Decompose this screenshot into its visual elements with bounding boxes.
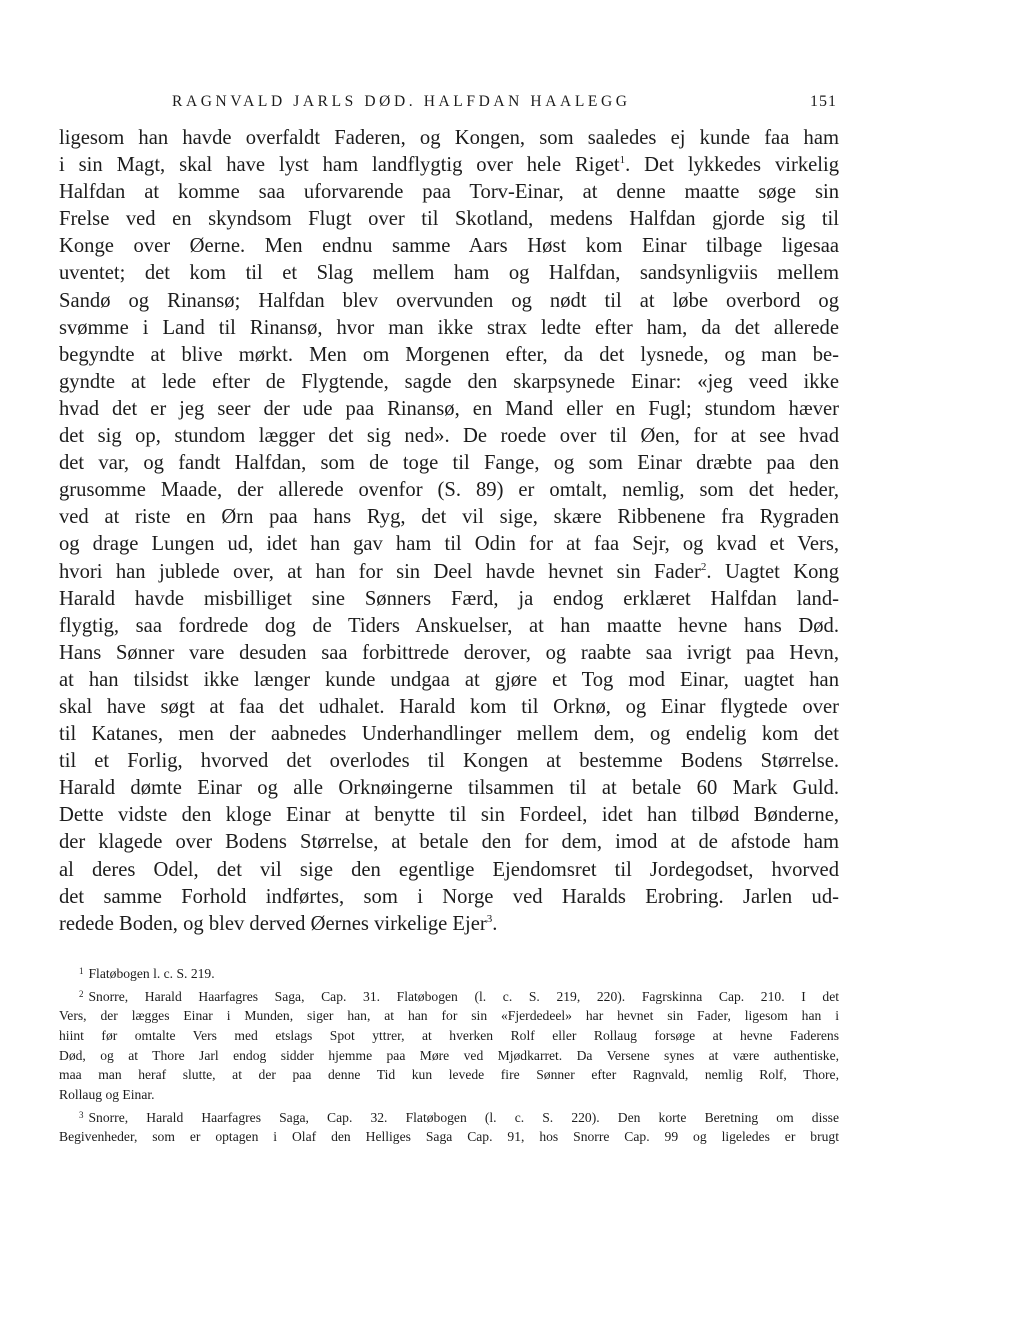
text-line: svømme i Land til Rinansø, hvor man ikke strax ledte efter ham, da det allerede — [59, 316, 839, 339]
footnote-mark: 3 — [79, 1109, 84, 1120]
footnote-mark: 1 — [79, 966, 84, 976]
footnote-line: Død, og at Thore Jarl endog sidder hjemme paa Møre ved Mjødkarret. Da Versene synes at være authentiske, — [59, 1047, 839, 1063]
footnote-3 — [59, 1106, 839, 1147]
footnote-line — [59, 962, 839, 984]
text-line: uventet; det kom til et Slag mellem ham og Halfdan, sandsynligviis mellem — [59, 262, 839, 285]
text-line: det samme Forhold indførtes, som i Norge ved Haralds Erobring. Jarlen ud- — [59, 885, 839, 908]
footnote-text: Snorre, Harald Haarfagres Saga, Cap. 32. Flatøbogen (l. c. S. 220). Den korte Beretning om disse — [88, 1109, 839, 1125]
text-line: Konge over Øerne. Men endnu samme Aars Høst kom Einar tilbage ligesaa — [59, 235, 839, 258]
footnote-2 — [59, 985, 839, 1105]
text-line: begyndte at blive mørkt. Men om Morgenen efter, da det lysnede, og man be- — [59, 343, 839, 366]
text-line: Harald dømte Einar og alle Orknøingerne tilsammen til at betale 60 Mark Guld. — [59, 777, 839, 800]
footnote-line — [59, 1106, 839, 1128]
footnote-line: maa man heraf slutte, at der paa denne Tid kun levede fire Sønner efter Ragnvald, nemlig Rolf, Thore, — [59, 1067, 839, 1083]
text-line: hvad det er jeg seer der ude paa Rinansø, en Mand eller en Fugl; stundom hæver — [59, 397, 839, 420]
text-line: ved at riste en Ørn paa hans Ryg, det vil sige, skære Ribbenene fra Rygraden — [59, 506, 839, 529]
text-line: skal have søgt at faa det udhalet. Harald kom til Orknø, og Einar flygtede over — [59, 695, 839, 718]
text-line: og drage Lungen ud, idet han gav ham til Odin for at faa Sejr, og kvad et Vers, — [59, 533, 839, 556]
text-line: al deres Odel, det vil sige den egentlige Ejendomsret til Jordegodset, hvorved — [59, 858, 839, 881]
footnote-reference: 3 — [486, 912, 493, 925]
text-line: Halfdan at komme saa uforvarende paa Torv-Einar, at denne maatte søge sin — [59, 181, 839, 204]
footnote-reference: 1 — [619, 154, 626, 167]
footnote-text: Flatøbogen l. c. S. 219. — [88, 966, 215, 981]
text-line: Harald havde misbilliget sine Sønners Færd, ja endog erklæret Halfdan land- — [59, 587, 839, 610]
text-line: til et Forlig, hvorved det overlodes til Kongen at bestemme Bodens Størrelse. — [59, 750, 839, 773]
footnote-reference: 2 — [700, 560, 707, 573]
text-line: til Katanes, men der aabnedes Underhandlinger mellem dem, og endelig kom det — [59, 723, 839, 746]
text-line: det var, og fandt Halfdan, som de toge til Fange, og som Einar dræbte paa den — [59, 452, 839, 475]
footnote-mark: 2 — [79, 988, 84, 999]
text-line: gyndte at lede efter de Flygtende, sagde den skarpsynede Einar: «jeg veed ikke — [59, 370, 839, 393]
footnote-line: Vers, der lægges Einar i Munden, siger han, at han for sin «Fjerdedeel» har hevnet sin Fader, ligesom han i — [59, 1008, 839, 1024]
text-line: det sig op, stundom lægger det sig ned». De roede over til Øen, for at see hvad — [59, 425, 839, 448]
text-line: i sin Magt, skal have lyst ham landflygtig over hele Riget$^1$. Det lykkedes virkelig — [59, 154, 839, 177]
text-line: flygtig, saa fordrede dog de Tiders Anskuelser, at han maatte hevne hans Død. — [59, 614, 839, 637]
footnote-line: Rollaug og Einar. — [59, 1086, 155, 1102]
text-line: Sandø og Rinansø; Halfdan blev overvunden og nødt til at løbe overbord og — [59, 289, 839, 312]
page-header — [172, 93, 837, 117]
footnote-line — [59, 985, 839, 1007]
text-line: der klagede over Bodens Størrelse, at betale den for dem, imod at de afstode ham — [59, 831, 839, 854]
footnote-line: hiint før omtalte Vers med etslags Spot yttrer, at hverken Rolf eller Rollaug forsøge at hevne Faderens — [59, 1028, 839, 1044]
footnote-line: Begivenheder, som er optagen i Olaf den Helliges Saga Cap. 91, hos Snorre Cap. 99 og ligeledes er brugt — [59, 1129, 839, 1145]
text-line: redede Boden, og blev derved Øernes virkelige Ejer$^3$. — [59, 912, 498, 935]
text-line: Hans Sønner vare desuden saa forbittrede derover, og raabte saa ivrigt paa Hevn, — [59, 641, 839, 664]
text-line: ligesom han havde overfaldt Faderen, og Kongen, som saaledes ej kunde faa ham — [59, 127, 839, 149]
main-paragraph — [59, 125, 839, 938]
text-line: Frelse ved en skyndsom Flugt over til Skotland, medens Halfdan gjorde sig til — [59, 208, 839, 231]
running-title: RAGNVALD JARLS DØD. HALFDAN HAALEGG — [172, 93, 631, 110]
text-line: at han tilsidst ikke længer kunde undgaa at gjøre et Tog mod Einar, uagtet han — [59, 668, 839, 691]
text-line: hvori han jublede over, at han for sin Deel havde hevnet sin Fader$^2$. Uagtet Kong — [59, 560, 839, 583]
text-line: Dette vidste den kloge Einar at benytte til sin Fordeel, idet han tilbød Bønderne, — [59, 804, 839, 827]
footnote-text: Snorre, Harald Haarfagres Saga, Cap. 31. Flatøbogen (l. c. S. 219, 220). Fagrskinna Cap. 210. I det — [88, 988, 839, 1004]
footnotes — [59, 962, 839, 1148]
footnote-1 — [59, 962, 839, 984]
page-number: 151 — [810, 93, 837, 110]
text-line: grusomme Maade, der allerede ovenfor (S. 89) er omtalt, nemlig, som det heder, — [59, 479, 839, 502]
